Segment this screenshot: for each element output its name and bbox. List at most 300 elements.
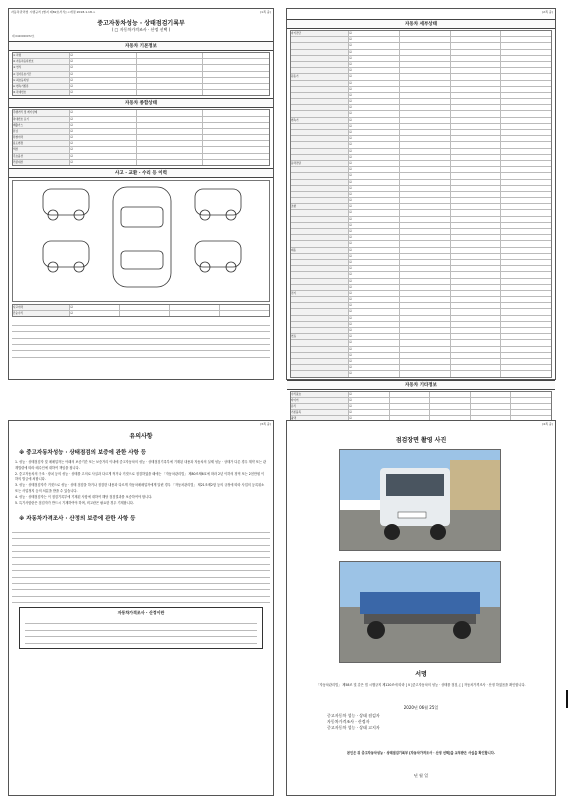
table-cell — [400, 241, 451, 246]
table-cell — [349, 365, 400, 370]
table-cell — [400, 124, 451, 129]
table-cell — [451, 266, 502, 271]
table-cell — [451, 248, 502, 253]
table-cell — [203, 59, 269, 64]
table-cell — [501, 37, 551, 42]
table-cell — [501, 62, 551, 67]
table-cell — [501, 328, 551, 333]
table-cell — [170, 311, 220, 316]
price-info-box-lines — [25, 618, 257, 644]
page-4-number: (4쪽 중) — [542, 422, 553, 426]
other-info-table — [290, 391, 552, 423]
row-label — [291, 272, 349, 277]
row-label: 주요옵션 — [13, 154, 70, 159]
row-label — [291, 111, 349, 116]
table-cell — [400, 235, 451, 240]
table-cell — [501, 81, 551, 86]
table-cell — [400, 353, 451, 358]
doc-number: 제 0420000972호 — [12, 35, 35, 38]
table-cell — [501, 87, 551, 92]
table-cell — [137, 154, 204, 159]
table-cell — [349, 81, 400, 86]
table-cell — [349, 192, 400, 197]
table-cell — [451, 229, 502, 234]
table-cell — [400, 93, 451, 98]
table-cell — [400, 173, 451, 178]
row-label: 단순수리 — [13, 311, 70, 316]
table-cell — [349, 74, 400, 79]
table-cell — [120, 305, 170, 310]
table-cell — [501, 111, 551, 116]
truck-front-photo — [339, 449, 501, 551]
table-cell — [349, 223, 400, 228]
row-label: 색상 — [13, 147, 70, 152]
table-cell — [349, 371, 400, 376]
table-cell — [451, 167, 502, 172]
table-cell — [400, 192, 451, 197]
page-1-subtitle: ( □ 자동차가격조사 · 산정 선택 ) — [111, 27, 171, 32]
row-label — [291, 229, 349, 234]
row-label: 자기진단 — [291, 31, 349, 36]
row-label — [291, 260, 349, 265]
table-cell — [70, 90, 137, 95]
row-label: 연료 — [291, 334, 349, 339]
caution-paragraph: 4. 성능 · 상태점검자는 이 점검기록부에 기재된 사항에 대하여 해당 점검결과를 보증하여야 합니다. — [15, 494, 153, 499]
table-cell — [400, 210, 451, 215]
table-cell — [349, 398, 390, 403]
table-cell — [501, 180, 551, 185]
row-label: 수리필요 — [291, 392, 349, 397]
table-cell — [120, 311, 170, 316]
table-cell — [451, 118, 502, 123]
truck-rear-image — [340, 562, 500, 662]
table-cell — [400, 248, 451, 253]
table-cell — [451, 74, 502, 79]
table-cell — [400, 142, 451, 147]
row-label: 주행거리 및 계기상태 — [13, 110, 70, 115]
table-cell — [451, 56, 502, 61]
row-label: ② 자동차등록번호 — [13, 59, 70, 64]
table-cell — [137, 78, 204, 83]
row-label — [291, 241, 349, 246]
table-cell — [349, 124, 400, 129]
table-cell — [349, 229, 400, 234]
table-cell — [501, 359, 551, 364]
table-cell — [203, 65, 269, 70]
table-cell — [451, 105, 502, 110]
table-cell — [400, 266, 451, 271]
table-cell — [471, 404, 512, 409]
table-cell — [70, 311, 120, 316]
row-label — [291, 37, 349, 42]
table-cell — [203, 123, 269, 128]
table-cell — [501, 167, 551, 172]
table-cell — [137, 160, 204, 165]
signer-list — [327, 713, 515, 731]
table-cell — [349, 322, 400, 327]
row-label — [291, 50, 349, 55]
price-info-box — [19, 607, 263, 649]
table-cell — [451, 279, 502, 284]
table-cell — [501, 248, 551, 253]
table-cell — [400, 43, 451, 48]
row-label — [291, 297, 349, 302]
table-cell — [70, 123, 137, 128]
page-1-title: 중고자동차성능 · 상태점검기록부 — [97, 20, 185, 27]
table-cell — [400, 316, 451, 321]
table-cell — [451, 149, 502, 154]
table-cell — [451, 334, 502, 339]
text-line — [25, 637, 257, 643]
row-label — [291, 142, 349, 147]
table-cell — [451, 180, 502, 185]
table-cell — [400, 31, 451, 36]
table-cell — [349, 353, 400, 358]
signer-line: 중고자동차 성능 · 상태 고지자 — [327, 725, 380, 730]
table-cell — [203, 129, 269, 134]
table-cell — [70, 154, 137, 159]
table-cell — [471, 398, 512, 403]
table-cell — [203, 117, 269, 122]
table-cell — [349, 93, 400, 98]
table-cell — [349, 204, 400, 209]
table-cell — [349, 186, 400, 191]
table-cell — [203, 78, 269, 83]
table-cell — [430, 392, 471, 397]
table-cell — [349, 149, 400, 154]
table-cell — [137, 141, 204, 146]
row-label — [291, 254, 349, 259]
table-cell — [349, 105, 400, 110]
section-basic-info: 자동차 기본정보 — [9, 41, 273, 51]
table-cell — [349, 309, 400, 314]
row-label: ⑤ 최초등록일 — [13, 78, 70, 83]
table-cell — [400, 180, 451, 185]
table-cell — [451, 68, 502, 73]
table-cell — [137, 65, 204, 70]
row-label — [291, 340, 349, 345]
table-cell — [203, 72, 269, 77]
table-cell — [501, 142, 551, 147]
table-cell — [501, 56, 551, 61]
detail-state-table — [290, 30, 552, 378]
table-cell — [511, 410, 551, 415]
table-cell — [451, 161, 502, 166]
table-cell — [501, 210, 551, 215]
table-cell — [451, 285, 502, 290]
photo-title: 점검장면 촬영 사진 — [395, 437, 447, 444]
row-label: 특별이력 — [13, 135, 70, 140]
table-cell — [451, 316, 502, 321]
table-cell — [70, 129, 137, 134]
table-cell — [400, 328, 451, 333]
page-1-extra-rows — [12, 319, 270, 357]
table-cell — [501, 285, 551, 290]
table-cell — [501, 136, 551, 141]
page-1 — [8, 8, 274, 380]
table-cell — [203, 160, 269, 165]
row-label: 조향 — [291, 204, 349, 209]
table-cell — [451, 155, 502, 160]
table-cell — [349, 254, 400, 259]
table-cell — [137, 53, 204, 58]
row-label — [291, 266, 349, 271]
table-cell — [349, 50, 400, 55]
table-cell — [501, 99, 551, 104]
table-cell — [501, 316, 551, 321]
table-cell — [349, 161, 400, 166]
row-label: 차대번호 표기 — [13, 117, 70, 122]
table-cell — [451, 303, 502, 308]
table-cell — [451, 124, 502, 129]
row-label — [291, 303, 349, 308]
row-label: 유리 — [291, 404, 349, 409]
row-label: ④ 검사유효기간 — [13, 72, 70, 77]
table-cell — [451, 235, 502, 240]
table-cell — [400, 285, 451, 290]
table-cell — [501, 334, 551, 339]
table-cell — [400, 347, 451, 352]
row-label — [291, 136, 349, 141]
table-cell — [400, 111, 451, 116]
table-cell — [400, 62, 451, 67]
table-cell — [349, 43, 400, 48]
row-label: 사고이력 — [13, 305, 70, 310]
table-cell — [501, 223, 551, 228]
signer-line: 중고자동차 성능 · 상태 점검자 — [327, 713, 380, 718]
row-label: 타이어 — [291, 398, 349, 403]
table-cell — [451, 272, 502, 277]
table-cell — [501, 204, 551, 209]
table-cell — [501, 217, 551, 222]
table-cell — [430, 398, 471, 403]
table-cell — [501, 118, 551, 123]
table-cell — [451, 50, 502, 55]
table-cell — [390, 410, 431, 415]
table-cell — [451, 111, 502, 116]
table-cell — [501, 68, 551, 73]
table-cell — [349, 111, 400, 116]
table-cell — [400, 229, 451, 234]
table-cell — [451, 291, 502, 296]
table-cell — [137, 72, 204, 77]
table-cell — [70, 59, 137, 64]
table-cell — [349, 241, 400, 246]
table-cell — [349, 248, 400, 253]
table-cell — [390, 392, 431, 397]
table-cell — [501, 340, 551, 345]
table-cell — [451, 260, 502, 265]
table-cell — [501, 155, 551, 160]
table-cell — [451, 43, 502, 48]
table-cell — [501, 309, 551, 314]
table-cell — [451, 81, 502, 86]
table-cell — [501, 272, 551, 277]
table-cell — [511, 404, 551, 409]
car-outline-icon — [13, 181, 271, 299]
row-label — [291, 353, 349, 358]
table-cell — [451, 371, 502, 376]
table-cell — [400, 365, 451, 370]
table-cell — [349, 410, 390, 415]
table-cell — [70, 78, 137, 83]
table-cell — [451, 37, 502, 42]
table-cell — [349, 297, 400, 302]
row-label: ③ 연식 — [13, 65, 70, 70]
table-cell — [400, 50, 451, 55]
table-cell — [400, 81, 451, 86]
table-cell — [430, 404, 471, 409]
row-label — [291, 285, 349, 290]
row-label — [291, 62, 349, 67]
row-label — [291, 210, 349, 215]
table-cell — [501, 124, 551, 129]
row-label — [291, 328, 349, 333]
row-label: 변속기 — [291, 118, 349, 123]
car-damage-diagram — [12, 180, 270, 302]
table-cell — [400, 37, 451, 42]
row-label — [291, 371, 349, 376]
table-cell — [349, 62, 400, 67]
table-cell — [451, 31, 502, 36]
row-label — [291, 105, 349, 110]
table-cell — [349, 303, 400, 308]
table-cell — [400, 309, 451, 314]
table-cell — [349, 31, 400, 36]
row-label — [291, 316, 349, 321]
table-cell — [349, 266, 400, 271]
table-cell — [400, 99, 451, 104]
table-cell — [400, 204, 451, 209]
table-cell — [501, 105, 551, 110]
table-cell — [400, 279, 451, 284]
page-2 — [286, 8, 556, 421]
table-cell — [400, 334, 451, 339]
table-cell — [501, 291, 551, 296]
table-cell — [70, 141, 137, 146]
table-cell — [203, 135, 269, 140]
signature-statement: 「자동차관리법」 제58조 및 같은 법 시행규칙 제120조에 따라 [ V ]중고자동차의 성능 · 상태를 점검, [ ] 자동차가격조사 · 산정 하였음을 확인합니다. — [316, 683, 526, 687]
table-cell — [400, 56, 451, 61]
table-cell — [349, 347, 400, 352]
table-cell — [349, 285, 400, 290]
basic-info-table — [12, 52, 270, 96]
truck-rear-photo — [339, 561, 501, 663]
table-cell — [451, 254, 502, 259]
table-cell — [137, 135, 204, 140]
table-cell — [70, 147, 137, 152]
table-row — [291, 371, 551, 376]
row-label — [291, 81, 349, 86]
table-cell — [451, 93, 502, 98]
table-row — [13, 90, 269, 95]
table-cell — [501, 241, 551, 246]
row-label — [291, 173, 349, 178]
table-cell — [349, 260, 400, 265]
table-cell — [400, 149, 451, 154]
page-1-number: (1쪽 중) — [260, 10, 271, 14]
row-label — [291, 309, 349, 314]
table-cell — [451, 328, 502, 333]
row-label: 제동 — [291, 248, 349, 253]
table-cell — [70, 72, 137, 77]
accident-table — [12, 304, 270, 317]
table-cell — [451, 340, 502, 345]
table-cell — [501, 365, 551, 370]
table-row — [13, 311, 269, 316]
table-cell — [471, 392, 512, 397]
table-cell — [501, 198, 551, 203]
table-cell — [349, 173, 400, 178]
table-cell — [400, 136, 451, 141]
table-cell — [451, 186, 502, 191]
row-label — [291, 68, 349, 73]
table-cell — [203, 141, 269, 146]
table-cell — [70, 65, 137, 70]
table-cell — [501, 297, 551, 302]
signature-title: 서명 — [415, 671, 427, 678]
table-cell — [203, 90, 269, 95]
table-cell — [451, 347, 502, 352]
page-3-number: (3쪽 중) — [260, 422, 271, 426]
row-label: 리콜대상 — [13, 160, 70, 165]
table-cell — [501, 186, 551, 191]
row-label: 전기 — [291, 291, 349, 296]
table-cell — [349, 68, 400, 73]
table-cell — [451, 142, 502, 147]
table-cell — [400, 272, 451, 277]
row-label: 기본품목 — [291, 410, 349, 415]
text-line — [12, 597, 270, 603]
table-cell — [349, 155, 400, 160]
table-cell — [451, 223, 502, 228]
table-cell — [501, 347, 551, 352]
table-cell — [349, 99, 400, 104]
table-cell — [203, 84, 269, 89]
page-1-form-ref: 자동차관리법 시행규칙 [별지 제82호서식] <개정 2018.1.18.> — [11, 10, 96, 14]
table-cell — [400, 260, 451, 265]
table-cell — [349, 118, 400, 123]
table-cell — [349, 37, 400, 42]
sign-date: 2020년 06월 25일 — [403, 705, 439, 710]
table-cell — [203, 147, 269, 152]
row-label — [291, 359, 349, 364]
table-cell — [137, 123, 204, 128]
table-cell — [451, 99, 502, 104]
row-label — [291, 192, 349, 197]
table-cell — [400, 130, 451, 135]
table-cell — [501, 303, 551, 308]
row-label — [291, 130, 349, 135]
table-cell — [349, 328, 400, 333]
table-cell — [349, 279, 400, 284]
table-cell — [203, 154, 269, 159]
row-label — [291, 167, 349, 172]
table-cell — [501, 192, 551, 197]
table-cell — [70, 305, 120, 310]
table-cell — [349, 136, 400, 141]
row-label — [291, 198, 349, 203]
table-cell — [501, 254, 551, 259]
caution-sub-1: ※ 중고자동차성능 · 상태점검의 보증에 관한 사항 등 — [19, 450, 147, 456]
row-label: 배출가스 — [13, 123, 70, 128]
table-cell — [451, 359, 502, 364]
table-cell — [70, 53, 137, 58]
table-cell — [349, 210, 400, 215]
receipt-date: 년 월 일 — [413, 773, 429, 778]
row-label: 용도변경 — [13, 141, 70, 146]
table-cell — [220, 305, 269, 310]
